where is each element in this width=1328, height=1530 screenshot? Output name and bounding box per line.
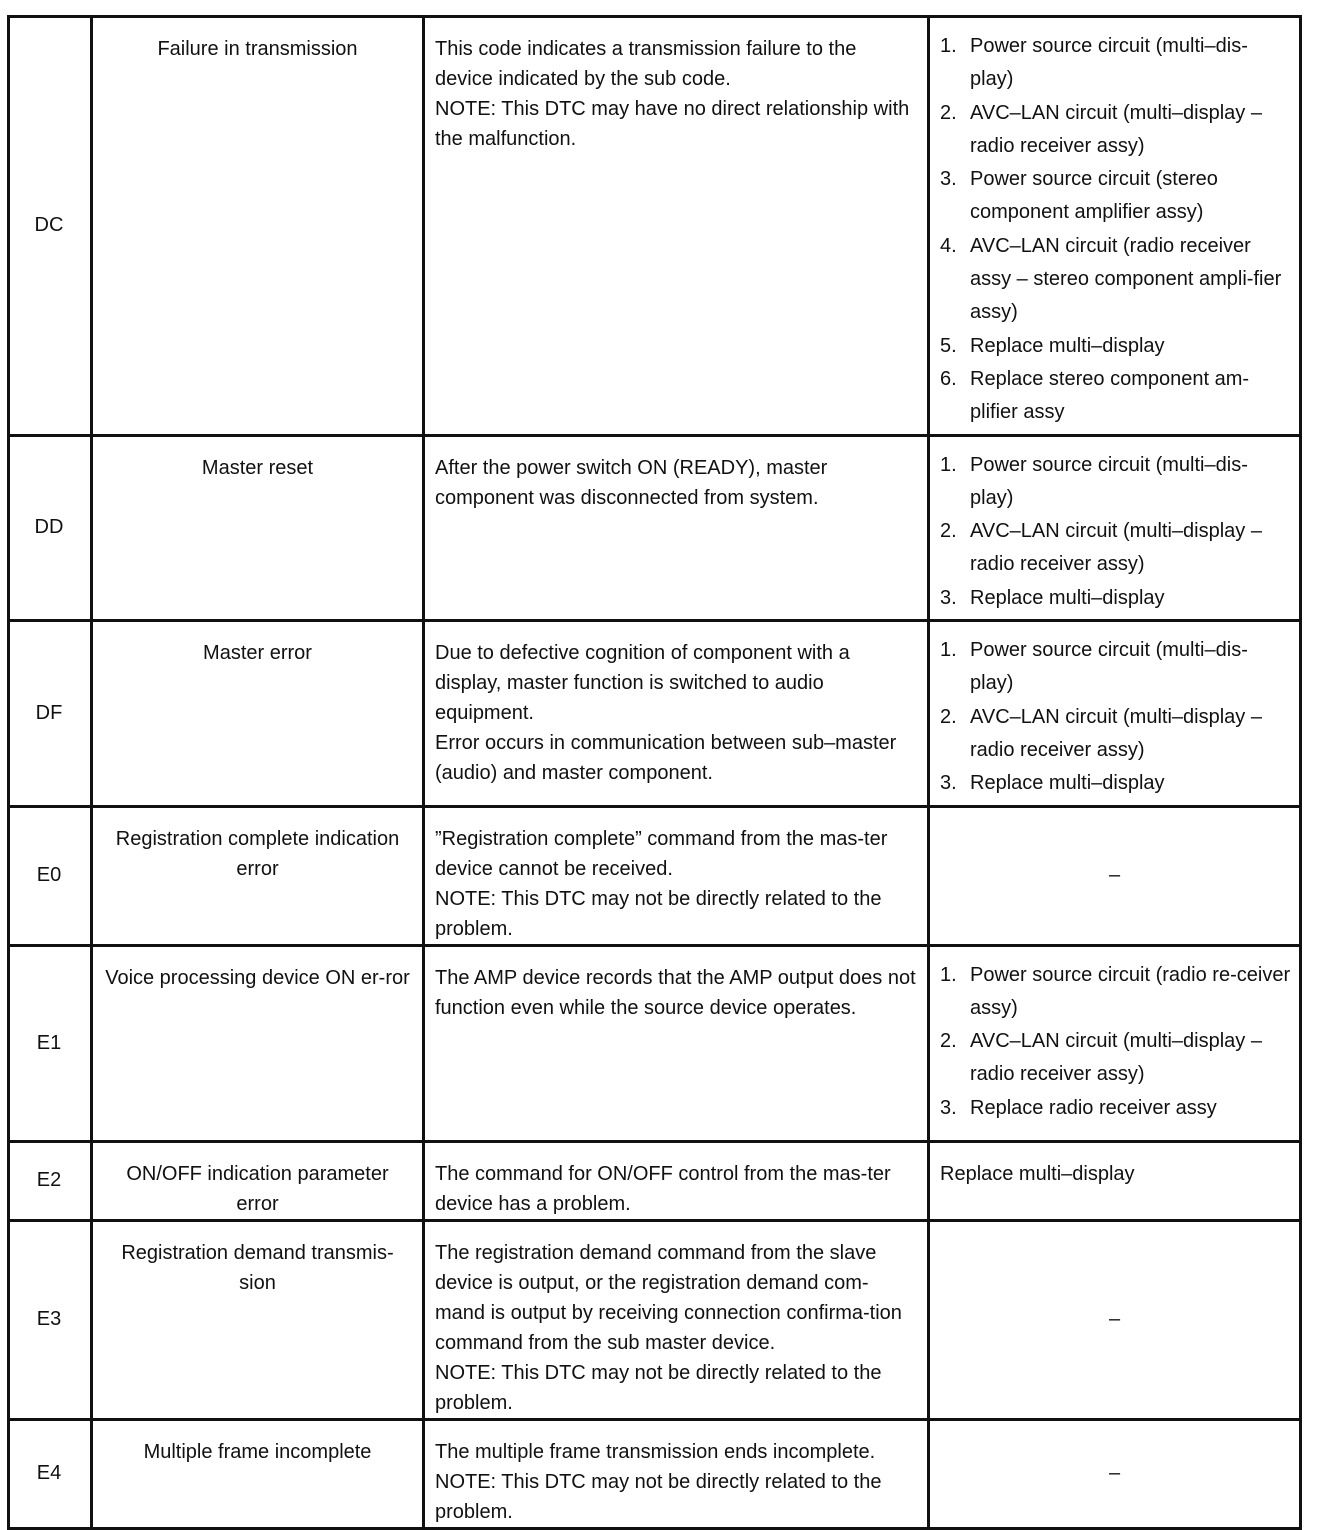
trouble-description <box>424 1419 929 1528</box>
list-item <box>940 959 1291 1026</box>
trouble-area-list <box>940 449 1291 615</box>
detection-item: Multiple frame incomplete <box>92 1419 424 1528</box>
step-number: 3. <box>940 1096 957 1119</box>
step-number: 2. <box>940 520 957 543</box>
step-number: 1. <box>940 453 957 476</box>
step-text: AVC–LAN circuit (radio receiver assy – stereo component ampli-fier assy) <box>970 234 1282 324</box>
list-item <box>940 449 1291 516</box>
list-item <box>940 97 1291 164</box>
trouble-area-list <box>940 30 1291 430</box>
trouble-area <box>929 621 1301 806</box>
trouble-description <box>424 945 929 1141</box>
trouble-area: – <box>929 1220 1301 1419</box>
list-item <box>940 30 1291 97</box>
trouble-area-list <box>940 959 1291 1125</box>
dtc-code: DC <box>9 17 92 436</box>
list-item <box>940 767 1291 800</box>
trouble-description <box>424 1220 929 1419</box>
trouble-area-list <box>940 634 1291 800</box>
description-line: NOTE: This DTC may not be directly related to the problem. <box>435 1361 882 1414</box>
table-row <box>9 435 1301 620</box>
description-line: After the power switch ON (READY), master component was disconnected from system. <box>435 456 828 509</box>
step-number: 1. <box>940 35 957 57</box>
table-row <box>9 1419 1301 1528</box>
description-line: ”Registration complete” command from the mas-ter device cannot be received. <box>435 827 888 880</box>
detection-item: Registration complete indication error <box>92 806 424 945</box>
detection-item: Master error <box>92 621 424 806</box>
trouble-area <box>929 17 1301 436</box>
trouble-area: – <box>929 1419 1301 1528</box>
step-number: 6. <box>940 367 957 390</box>
description-line: NOTE: This DTC may have no direct relationship with the malfunction. <box>435 98 910 150</box>
step-number: 2. <box>940 1030 957 1053</box>
step-number: 3. <box>940 168 957 191</box>
trouble-area: Replace multi–display <box>929 1141 1301 1220</box>
trouble-area: – <box>929 806 1301 945</box>
dtc-table <box>7 15 1302 1530</box>
trouble-area <box>929 945 1301 1141</box>
list-item <box>940 515 1291 582</box>
trouble-description <box>424 435 929 620</box>
list-item <box>940 363 1291 430</box>
description-line: NOTE: This DTC may not be directly related to the problem. <box>435 1470 882 1523</box>
step-text: Power source circuit (multi–dis-play) <box>970 639 1248 695</box>
step-number: 3. <box>940 586 957 609</box>
detection-item: Failure in transmission <box>92 17 424 436</box>
list-item <box>940 582 1291 615</box>
dtc-code: E3 <box>9 1220 92 1419</box>
step-text: AVC–LAN circuit (multi–display – radio receiver assy) <box>970 520 1262 576</box>
step-number: 2. <box>940 101 957 124</box>
table-row <box>9 806 1301 945</box>
step-text: Power source circuit (multi–dis-play) <box>970 453 1248 509</box>
description-line: The registration demand command from the slave device is output, or the registration demand com-mand is output by receiving connection confirma-tion command from the sub master device. <box>435 1241 902 1354</box>
description-line: The command for ON/OFF control from the mas-ter device has a problem. <box>435 1162 891 1215</box>
table-row <box>9 945 1301 1141</box>
description-line: NOTE: This DTC may not be directly related to the problem. <box>435 887 882 940</box>
step-text: Power source circuit (stereo component amplifier assy) <box>970 168 1218 224</box>
list-item <box>940 1025 1291 1092</box>
step-number: 5. <box>940 334 957 357</box>
trouble-area <box>929 435 1301 620</box>
dtc-code: E2 <box>9 1141 92 1220</box>
dtc-code: E1 <box>9 945 92 1141</box>
list-item <box>940 701 1291 768</box>
step-number: 2. <box>940 705 957 728</box>
step-text: AVC–LAN circuit (multi–display – radio receiver assy) <box>970 1030 1262 1086</box>
description-line: Due to defective cognition of component with a display, master function is switched to audio equipment. <box>435 642 850 725</box>
description-line: The multiple frame transmission ends incomplete. <box>435 1440 876 1463</box>
list-item <box>940 634 1291 701</box>
step-text: AVC–LAN circuit (multi–display – radio receiver assy) <box>970 101 1262 157</box>
table-row <box>9 1220 1301 1419</box>
dtc-code: DF <box>9 621 92 806</box>
step-number: 4. <box>940 234 957 257</box>
dtc-code: DD <box>9 435 92 620</box>
step-number: 1. <box>940 963 957 986</box>
trouble-description <box>424 1141 929 1220</box>
list-item <box>940 330 1291 363</box>
step-text: Replace multi–display <box>970 586 1165 609</box>
detection-item: Registration demand transmis-sion <box>92 1220 424 1419</box>
list-item <box>940 230 1291 330</box>
trouble-description <box>424 17 929 436</box>
step-text: Replace radio receiver assy <box>970 1096 1217 1119</box>
table-row <box>9 621 1301 806</box>
step-number: 3. <box>940 772 957 795</box>
step-number: 1. <box>940 639 957 662</box>
table-row <box>9 1141 1301 1220</box>
description-line: Error occurs in communication between sub–master (audio) and master component. <box>435 732 897 785</box>
trouble-description <box>424 806 929 945</box>
step-text: Power source circuit (radio re-ceiver assy) <box>970 963 1291 1019</box>
step-text: Power source circuit (multi–dis-play) <box>970 35 1248 91</box>
table-row <box>9 17 1301 436</box>
step-text: Replace multi–display <box>970 772 1165 795</box>
dtc-code: E0 <box>9 806 92 945</box>
trouble-description <box>424 621 929 806</box>
step-text: Replace multi–display <box>970 334 1165 357</box>
dtc-code: E4 <box>9 1419 92 1528</box>
step-text: AVC–LAN circuit (multi–display – radio receiver assy) <box>970 705 1262 761</box>
description-line: The AMP device records that the AMP output does not function even while the source device operates. <box>435 966 916 1019</box>
list-item <box>940 1092 1291 1125</box>
step-text: Replace stereo component am-plifier assy <box>970 367 1250 424</box>
detection-item: Voice processing device ON er-ror <box>92 945 424 1141</box>
detection-item: ON/OFF indication parameter error <box>92 1141 424 1220</box>
list-item <box>940 163 1291 230</box>
description-line: This code indicates a transmission failure to the device indicated by the sub code. <box>435 38 857 90</box>
detection-item: Master reset <box>92 435 424 620</box>
